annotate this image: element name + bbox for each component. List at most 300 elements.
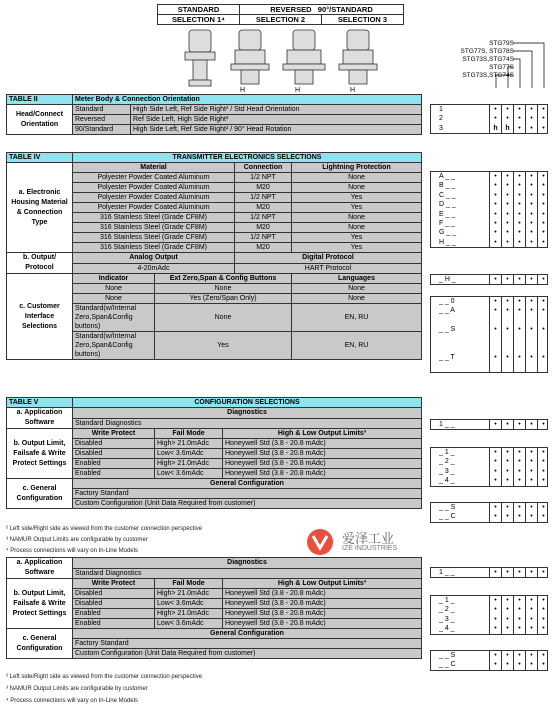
cell: Write Protect <box>73 429 155 439</box>
cell: Digital Protocol <box>235 253 422 264</box>
availability-mark: • <box>489 344 501 372</box>
availability-mark: • <box>525 467 537 476</box>
availability-mark: • <box>489 615 501 624</box>
availability-mark: • <box>501 420 513 429</box>
availability-mark: • <box>537 306 549 315</box>
cell: Analog Output <box>73 253 235 264</box>
availability-mark: • <box>501 105 513 114</box>
cell: None <box>73 294 155 304</box>
availability-mark: • <box>501 651 513 660</box>
cell: Honeywell Std (3.8 - 20.8 mAdc) <box>223 619 422 629</box>
footnote-4-repeat: ⁴ Process connections will vary on In-Line Models <box>6 698 138 704</box>
availability-mark: • <box>525 476 537 485</box>
availability-mark: • <box>513 200 525 209</box>
selection-row <box>431 124 547 133</box>
selection-row <box>431 200 547 209</box>
selection-row <box>431 660 547 669</box>
availability-mark: • <box>537 172 549 181</box>
footnote-2-repeat: ² Left side/Right side as viewed from the customer connection perspective <box>6 674 203 680</box>
cell: None <box>155 304 292 332</box>
cell: Standard(w/Internal Zero,Span&Config buttons) <box>73 332 155 360</box>
availability-mark: • <box>489 181 501 190</box>
output-limit-label-repeat: b. Output Limit, Failsafe & Write Protect Settings <box>7 579 73 629</box>
cell: 90/Standard <box>73 125 131 135</box>
cell: 1/2 NPT <box>235 193 292 203</box>
availability-mark: • <box>489 448 501 457</box>
availability-mark: • <box>501 219 513 228</box>
availability-mark: • <box>513 624 525 633</box>
availability-mark: • <box>501 200 513 209</box>
cell: 4-20mAdc <box>73 263 235 274</box>
availability-mark: • <box>525 191 537 200</box>
cell: Standard(w/Internal Zero,Span&Config buttons) <box>73 304 155 332</box>
availability-mark: • <box>537 316 549 344</box>
cell: None <box>292 213 422 223</box>
availability-mark: • <box>513 238 525 247</box>
cell: Low< 3.6mAdc <box>155 619 223 629</box>
selection-row <box>431 228 547 237</box>
selection-code: G _ _ <box>439 229 457 237</box>
availability-mark: • <box>537 596 549 605</box>
selection-grid <box>430 274 548 285</box>
cell: Factory Standard <box>73 489 422 499</box>
availability-mark: • <box>501 615 513 624</box>
availability-mark: • <box>537 105 549 114</box>
selection-code: F _ _ <box>439 219 455 227</box>
selection-row <box>431 316 547 344</box>
selection-row <box>431 503 547 512</box>
selection-row <box>431 238 547 247</box>
availability-mark: • <box>489 660 501 669</box>
head-connect-label: Head/Connect Orientation <box>7 105 73 135</box>
availability-mark: • <box>537 651 549 660</box>
cell: None <box>292 223 422 233</box>
availability-mark: • <box>501 114 513 123</box>
table-ii-caption: Meter Body & Connection Orientation <box>73 95 422 105</box>
footnote-3-repeat: ³ NAMUR Output Limits are configurable by customer <box>6 686 148 692</box>
availability-mark: • <box>489 568 501 577</box>
availability-mark: • <box>537 568 549 577</box>
cell: Low< 3.6mAdc <box>155 469 223 479</box>
cell: 1/2 NPT <box>235 233 292 243</box>
availability-mark: • <box>501 660 513 669</box>
availability-mark: • <box>489 503 501 512</box>
selection-row <box>431 615 547 624</box>
availability-mark: • <box>525 420 537 429</box>
availability-mark: • <box>513 275 525 284</box>
availability-mark: • <box>513 124 525 133</box>
availability-mark: • <box>537 238 549 247</box>
table-v <box>6 397 422 509</box>
cell: Honeywell Std (3.8 - 20.8 mAdc) <box>223 609 422 619</box>
availability-mark: • <box>537 605 549 614</box>
availability-mark: • <box>537 200 549 209</box>
cell: Ref Side Left, High Side Right² <box>131 115 422 125</box>
cell: Fail Mode <box>155 429 223 439</box>
availability-mark: • <box>489 316 501 344</box>
selection-row <box>431 420 547 429</box>
selection-row <box>431 448 547 457</box>
availability-mark: • <box>501 238 513 247</box>
cell: Factory Standard <box>73 639 422 649</box>
cell: Connection <box>235 163 292 173</box>
availability-mark: • <box>501 476 513 485</box>
selection-code: E _ _ <box>439 210 456 218</box>
selection-row <box>431 172 547 181</box>
cell: Diagnostics <box>73 558 422 569</box>
selection-row <box>431 105 547 114</box>
selection-code: _ 3 _ <box>439 615 455 623</box>
cell: High Side Left, Ref Side Right² / 90° Head Rotation <box>131 125 422 135</box>
availability-mark: • <box>489 467 501 476</box>
cell: Indicator <box>73 274 155 284</box>
housing-label: a. Electronic Housing Material & Connection Type <box>7 163 73 253</box>
availability-mark: • <box>525 316 537 344</box>
cell: Polyester Powder Coated Aluminum <box>73 193 235 203</box>
availability-mark: • <box>525 114 537 123</box>
footnote-4: ⁴ Process connections will vary on In-Line Models <box>6 548 138 554</box>
selection-row <box>431 467 547 476</box>
availability-mark: • <box>525 615 537 624</box>
selection-row <box>431 306 547 315</box>
selection-row <box>431 568 547 577</box>
cell: Diagnostics <box>73 408 422 419</box>
availability-mark: • <box>513 568 525 577</box>
availability-mark: • <box>537 124 549 133</box>
cell: Disabled <box>73 449 155 459</box>
ize-logo-icon <box>306 528 336 556</box>
cell: EN, RU <box>292 332 422 360</box>
svg-text:H: H <box>240 87 246 92</box>
cell: M20 <box>235 203 292 213</box>
cell: Standard <box>73 105 131 115</box>
cell: Ext Zero,Span & Config Buttons <box>155 274 292 284</box>
transmitter-illustrations <box>175 26 415 92</box>
header-reversed: REVERSED 90°/STANDARD <box>240 5 404 15</box>
cell: EN, RU <box>292 304 422 332</box>
availability-mark: • <box>513 448 525 457</box>
availability-mark: • <box>489 306 501 315</box>
cell: HART Protocol <box>235 263 422 274</box>
selection-code: 1 _ _ <box>439 421 455 428</box>
table-ii <box>6 94 422 135</box>
cell: High Side Left, Ref Side Right² / Std Head Orientation <box>131 105 422 115</box>
availability-mark: • <box>501 568 513 577</box>
cell: Enabled <box>73 459 155 469</box>
availability-mark: • <box>501 306 513 315</box>
table-ii-title: TABLE II <box>7 95 73 105</box>
availability-mark: • <box>537 420 549 429</box>
availability-mark: • <box>513 457 525 466</box>
cell: Disabled <box>73 589 155 599</box>
selection-code: 1 <box>439 106 443 113</box>
cell: M20 <box>235 183 292 193</box>
availability-mark: • <box>513 420 525 429</box>
selection-row <box>431 219 547 228</box>
watermark-cn: 爱泽工业 <box>342 531 395 546</box>
availability-mark: • <box>537 660 549 669</box>
selection-grid <box>430 447 548 487</box>
model-list: STG79S STG77S, STG78S STG73S,STG74S STG77S STG73S,STG74S <box>460 40 514 79</box>
cell: M20 <box>235 223 292 233</box>
availability-mark: • <box>489 200 501 209</box>
availability-mark: • <box>489 191 501 200</box>
availability-mark: • <box>513 191 525 200</box>
availability-mark: • <box>501 172 513 181</box>
cell: Reversed <box>73 115 131 125</box>
selection-row <box>431 344 547 372</box>
cell: Honeywell Std (3.8 - 20.8 mAdc) <box>223 589 422 599</box>
cell: 316 Stainless Steel (Grade CF8M) <box>73 243 235 253</box>
availability-mark: • <box>513 172 525 181</box>
header-selection-2: SELECTION 2 <box>240 15 322 25</box>
selection-code: _ H _ <box>439 276 456 283</box>
availability-mark: • <box>489 596 501 605</box>
cell: Polyester Powder Coated Aluminum <box>73 203 235 213</box>
availability-mark: • <box>513 306 525 315</box>
cell: None <box>155 284 292 294</box>
availability-mark: • <box>525 238 537 247</box>
model-pointer-lines <box>480 42 550 92</box>
cell: Yes <box>292 203 422 213</box>
availability-mark: • <box>537 467 549 476</box>
cell: 316 Stainless Steel (Grade CF8M) <box>73 233 235 243</box>
selection-row <box>431 275 547 284</box>
header-selection-3: SELECTION 3 <box>322 15 404 25</box>
cell: High & Low Output Limits³ <box>223 429 422 439</box>
cell: Standard Diagnostics <box>73 568 422 579</box>
cell: 316 Stainless Steel (Grade CF8M) <box>73 213 235 223</box>
availability-mark: • <box>525 448 537 457</box>
cell: High> 21.0mAdc <box>155 459 223 469</box>
table-iv <box>6 152 422 360</box>
availability-mark: • <box>537 503 549 512</box>
cell: High> 21.0mAdc <box>155 609 223 619</box>
availability-mark: • <box>537 476 549 485</box>
availability-mark: • <box>501 316 513 344</box>
availability-mark: • <box>537 344 549 372</box>
availability-mark: • <box>537 512 549 521</box>
selection-code: B _ _ <box>439 182 456 190</box>
selection-code: _ _ S <box>439 325 456 333</box>
availability-mark: • <box>525 200 537 209</box>
selection-row <box>431 512 547 521</box>
availability-mark: • <box>513 512 525 521</box>
availability-mark: • <box>537 624 549 633</box>
cell: Disabled <box>73 439 155 449</box>
availability-mark: • <box>513 467 525 476</box>
availability-mark: • <box>513 476 525 485</box>
cell: Honeywell Std (3.8 - 20.8 mAdc) <box>223 439 422 449</box>
availability-mark: • <box>489 420 501 429</box>
header-selection-1: SELECTION 1⁴ <box>158 15 240 25</box>
availability-mark: • <box>489 476 501 485</box>
availability-mark: • <box>501 210 513 219</box>
cell: Honeywell Std (3.8 - 20.8 mAdc) <box>223 459 422 469</box>
cell: Honeywell Std (3.8 - 20.8 mAdc) <box>223 449 422 459</box>
watermark <box>306 528 446 558</box>
availability-mark: • <box>489 651 501 660</box>
svg-text:H: H <box>295 87 301 92</box>
footnote-3: ³ NAMUR Output Limits are configurable by customer <box>6 537 148 543</box>
availability-mark: • <box>489 228 501 237</box>
selection-code: _ 4 _ <box>439 477 455 485</box>
availability-mark: • <box>489 172 501 181</box>
selection-row <box>431 181 547 190</box>
availability-mark: • <box>513 605 525 614</box>
cell: None <box>73 284 155 294</box>
selection-code: _ _ T <box>439 353 455 361</box>
selection-row <box>431 605 547 614</box>
selection-code: _ 3 _ <box>439 467 455 475</box>
availability-mark: • <box>537 297 549 306</box>
cell: Honeywell Std (3.8 - 20.8 mAdc) <box>223 599 422 609</box>
cell: Low< 3.6mAdc <box>155 449 223 459</box>
availability-mark: • <box>489 512 501 521</box>
selection-code: 2 <box>439 115 443 123</box>
availability-mark: • <box>501 467 513 476</box>
cell: Polyester Powder Coated Aluminum <box>73 183 235 193</box>
availability-mark: • <box>537 219 549 228</box>
availability-mark: • <box>513 651 525 660</box>
availability-mark: • <box>489 114 501 123</box>
header-standard: STANDARD <box>158 5 240 15</box>
availability-mark: • <box>489 105 501 114</box>
availability-mark: • <box>525 210 537 219</box>
availability-mark: • <box>501 228 513 237</box>
selection-row <box>431 457 547 466</box>
availability-mark: • <box>501 605 513 614</box>
availability-mark: • <box>501 191 513 200</box>
availability-mark: • <box>525 181 537 190</box>
general-config-label: c. General Configuration <box>7 479 73 509</box>
availability-mark: • <box>513 596 525 605</box>
software-label: a. Application Software <box>7 408 73 429</box>
selection-code: 1 _ _ <box>439 569 455 576</box>
cell: Custom Configuration (Unit Data Required from customer) <box>73 499 422 509</box>
availability-mark: • <box>501 344 513 372</box>
availability-mark: • <box>513 316 525 344</box>
selection-row <box>431 651 547 660</box>
selection-row <box>431 114 547 123</box>
selection-header <box>157 4 404 25</box>
cell: Enabled <box>73 609 155 619</box>
availability-mark: • <box>525 344 537 372</box>
selection-code: _ 2 _ <box>439 606 455 614</box>
selection-code: _ 1 _ <box>439 597 455 604</box>
cell: Standard Diagnostics <box>73 418 422 429</box>
selection-code: _ _ S <box>439 504 456 511</box>
cell: Yes (Zero/Span Only) <box>155 294 292 304</box>
availability-mark: • <box>501 457 513 466</box>
cell: Material <box>73 163 235 173</box>
availability-mark: • <box>525 568 537 577</box>
availability-mark: • <box>513 114 525 123</box>
selection-row <box>431 297 547 306</box>
availability-mark: • <box>501 624 513 633</box>
selection-grid <box>430 650 548 671</box>
availability-mark: • <box>525 512 537 521</box>
availability-mark: h <box>489 124 501 133</box>
cell: Write Protect <box>73 579 155 589</box>
availability-mark: • <box>513 344 525 372</box>
availability-mark: • <box>489 457 501 466</box>
availability-mark: • <box>525 660 537 669</box>
availability-mark: • <box>501 181 513 190</box>
svg-text:H: H <box>350 87 356 92</box>
availability-mark: • <box>537 210 549 219</box>
availability-mark: • <box>525 624 537 633</box>
availability-mark: • <box>525 219 537 228</box>
cell: 1/2 NPT <box>235 173 292 183</box>
selection-code: _ _ C <box>439 513 456 521</box>
availability-mark: • <box>501 275 513 284</box>
selection-code: _ _ 0 <box>439 298 455 305</box>
availability-mark: • <box>525 605 537 614</box>
output-limit-label: b. Output Limit, Failsafe & Write Protect Settings <box>7 429 73 479</box>
availability-mark: • <box>501 596 513 605</box>
cell: 316 Stainless Steel (Grade CF8M) <box>73 223 235 233</box>
table-v-caption: CONFIGURATION SELECTIONS <box>73 398 422 408</box>
availability-mark: • <box>513 660 525 669</box>
table-v-title: TABLE V <box>7 398 73 408</box>
cell: Polyester Powder Coated Aluminum <box>73 173 235 183</box>
general-config-label-repeat: c. General Configuration <box>7 629 73 659</box>
selection-row <box>431 476 547 485</box>
availability-mark: • <box>537 615 549 624</box>
cell: Yes <box>292 233 422 243</box>
cell: Enabled <box>73 619 155 629</box>
availability-mark: • <box>501 448 513 457</box>
table-iv-title: TABLE IV <box>7 153 73 163</box>
selection-code: H _ _ <box>439 238 456 246</box>
availability-mark: • <box>537 181 549 190</box>
cell: Yes <box>155 332 292 360</box>
selection-code: _ 4 _ <box>439 625 455 633</box>
availability-mark: • <box>489 275 501 284</box>
software-label-repeat: a. Application Software <box>7 558 73 579</box>
cell: General Configuration <box>73 479 422 489</box>
availability-mark: • <box>537 191 549 200</box>
output-label: b. Output/ Protocol <box>7 253 73 274</box>
cell: Yes <box>292 193 422 203</box>
availability-mark: • <box>537 275 549 284</box>
availability-mark: • <box>525 596 537 605</box>
cell: Yes <box>292 243 422 253</box>
cell: High> 21.0mAdc <box>155 439 223 449</box>
table-iv-caption: TRANSMITTER ELECTRONICS SELECTIONS <box>73 153 422 163</box>
selection-grid <box>430 595 548 635</box>
cell: Lightning Protection <box>292 163 422 173</box>
cell: Low< 3.6mAdc <box>155 599 223 609</box>
cell: Fail Mode <box>155 579 223 589</box>
availability-mark: • <box>501 512 513 521</box>
selection-grid <box>430 296 548 373</box>
interface-label: c. Customer Interface Selections <box>7 274 73 360</box>
availability-mark: • <box>513 228 525 237</box>
availability-mark: • <box>489 297 501 306</box>
selection-row <box>431 210 547 219</box>
availability-mark: • <box>537 114 549 123</box>
availability-mark: • <box>513 615 525 624</box>
availability-mark: • <box>525 457 537 466</box>
selection-code: _ 2 _ <box>439 458 455 466</box>
selection-row <box>431 596 547 605</box>
availability-mark: • <box>501 297 513 306</box>
availability-mark: • <box>513 105 525 114</box>
availability-mark: • <box>525 503 537 512</box>
availability-mark: • <box>537 228 549 237</box>
